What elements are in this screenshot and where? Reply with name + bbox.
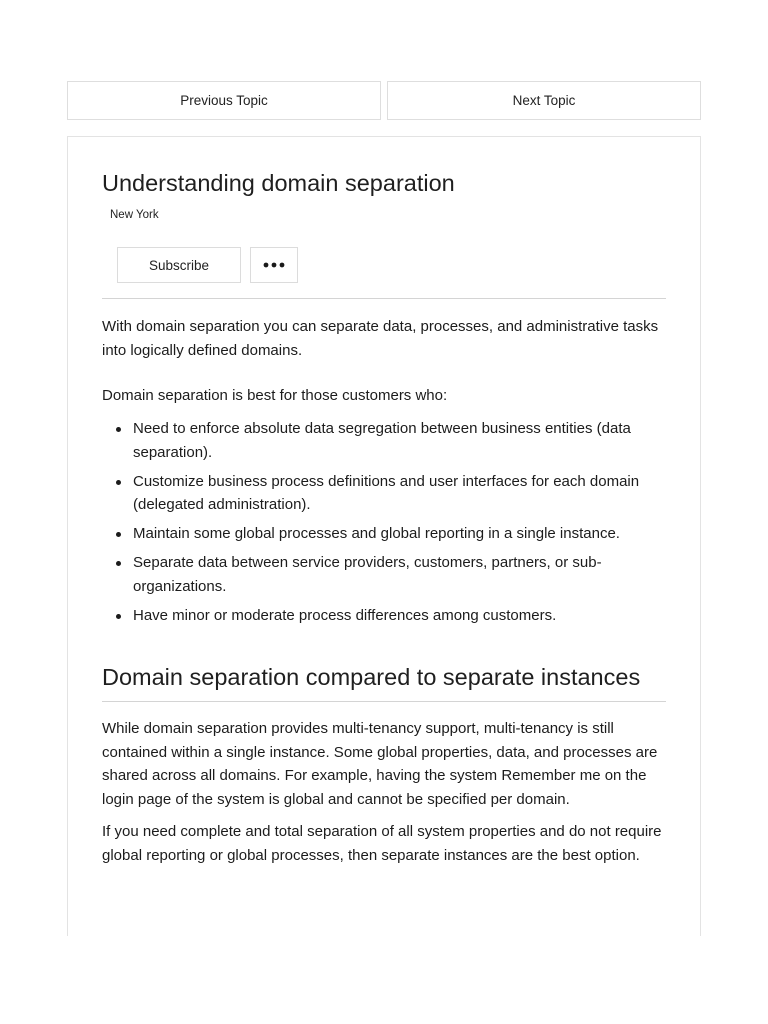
list-item — [102, 551, 662, 598]
more-options-button[interactable] — [250, 247, 298, 283]
list-item — [102, 604, 662, 628]
lead-paragraph: Domain separation is best for those customers who: — [102, 387, 448, 404]
subscribe-button[interactable]: Subscribe — [117, 247, 241, 283]
list-item-text: Maintain some global processes and global reporting in a single instance. — [133, 525, 620, 542]
list-item-text: Separate data between service providers, customers, partners, or sub-organizations. — [133, 554, 602, 595]
section-paragraph-1: While domain separation provides multi-tenancy support, multi-tenancy is still contained within a single instance. Some global properties, data, and processes are shared across all domains. For example, having the system Remember me on the login page of the system is global and cannot be specified per domain. — [102, 720, 658, 808]
bullet-icon — [116, 480, 121, 485]
bullet-icon — [116, 561, 121, 566]
article-card — [67, 136, 701, 936]
previous-topic-button[interactable]: Previous Topic — [67, 81, 381, 120]
list-item-text: Have minor or moderate process differences among customers. — [133, 606, 557, 624]
customer-criteria-list — [102, 417, 662, 633]
next-topic-button[interactable]: Next Topic — [387, 81, 701, 120]
more-horizontal-icon — [263, 262, 285, 268]
location-label: New York — [110, 209, 159, 221]
section-divider — [102, 701, 666, 702]
topic-navigation — [67, 81, 701, 120]
bullet-icon — [116, 427, 121, 432]
bullet-icon — [116, 614, 121, 619]
intro-paragraph: With domain separation you can separate data, processes, and administrative tasks into logically defined domains. — [102, 318, 659, 359]
list-item — [102, 417, 662, 464]
section-heading: Domain separation compared to separate instances — [102, 664, 641, 690]
list-item-text: Need to enforce absolute data segregation between business entities (data separation). — [133, 420, 631, 461]
list-item — [102, 522, 662, 546]
header-divider — [102, 298, 666, 299]
bullet-icon — [116, 532, 121, 537]
list-item-text: Customize business process definitions and user interfaces for each domain (delegated administration). — [133, 472, 640, 513]
section-paragraph-2: If you need complete and total separation of all system properties and do not require global reporting or global processes, then separate instances are the best option. — [102, 823, 662, 864]
article-actions — [117, 247, 298, 283]
page-title: Understanding domain separation — [102, 170, 455, 196]
list-item — [102, 470, 662, 517]
